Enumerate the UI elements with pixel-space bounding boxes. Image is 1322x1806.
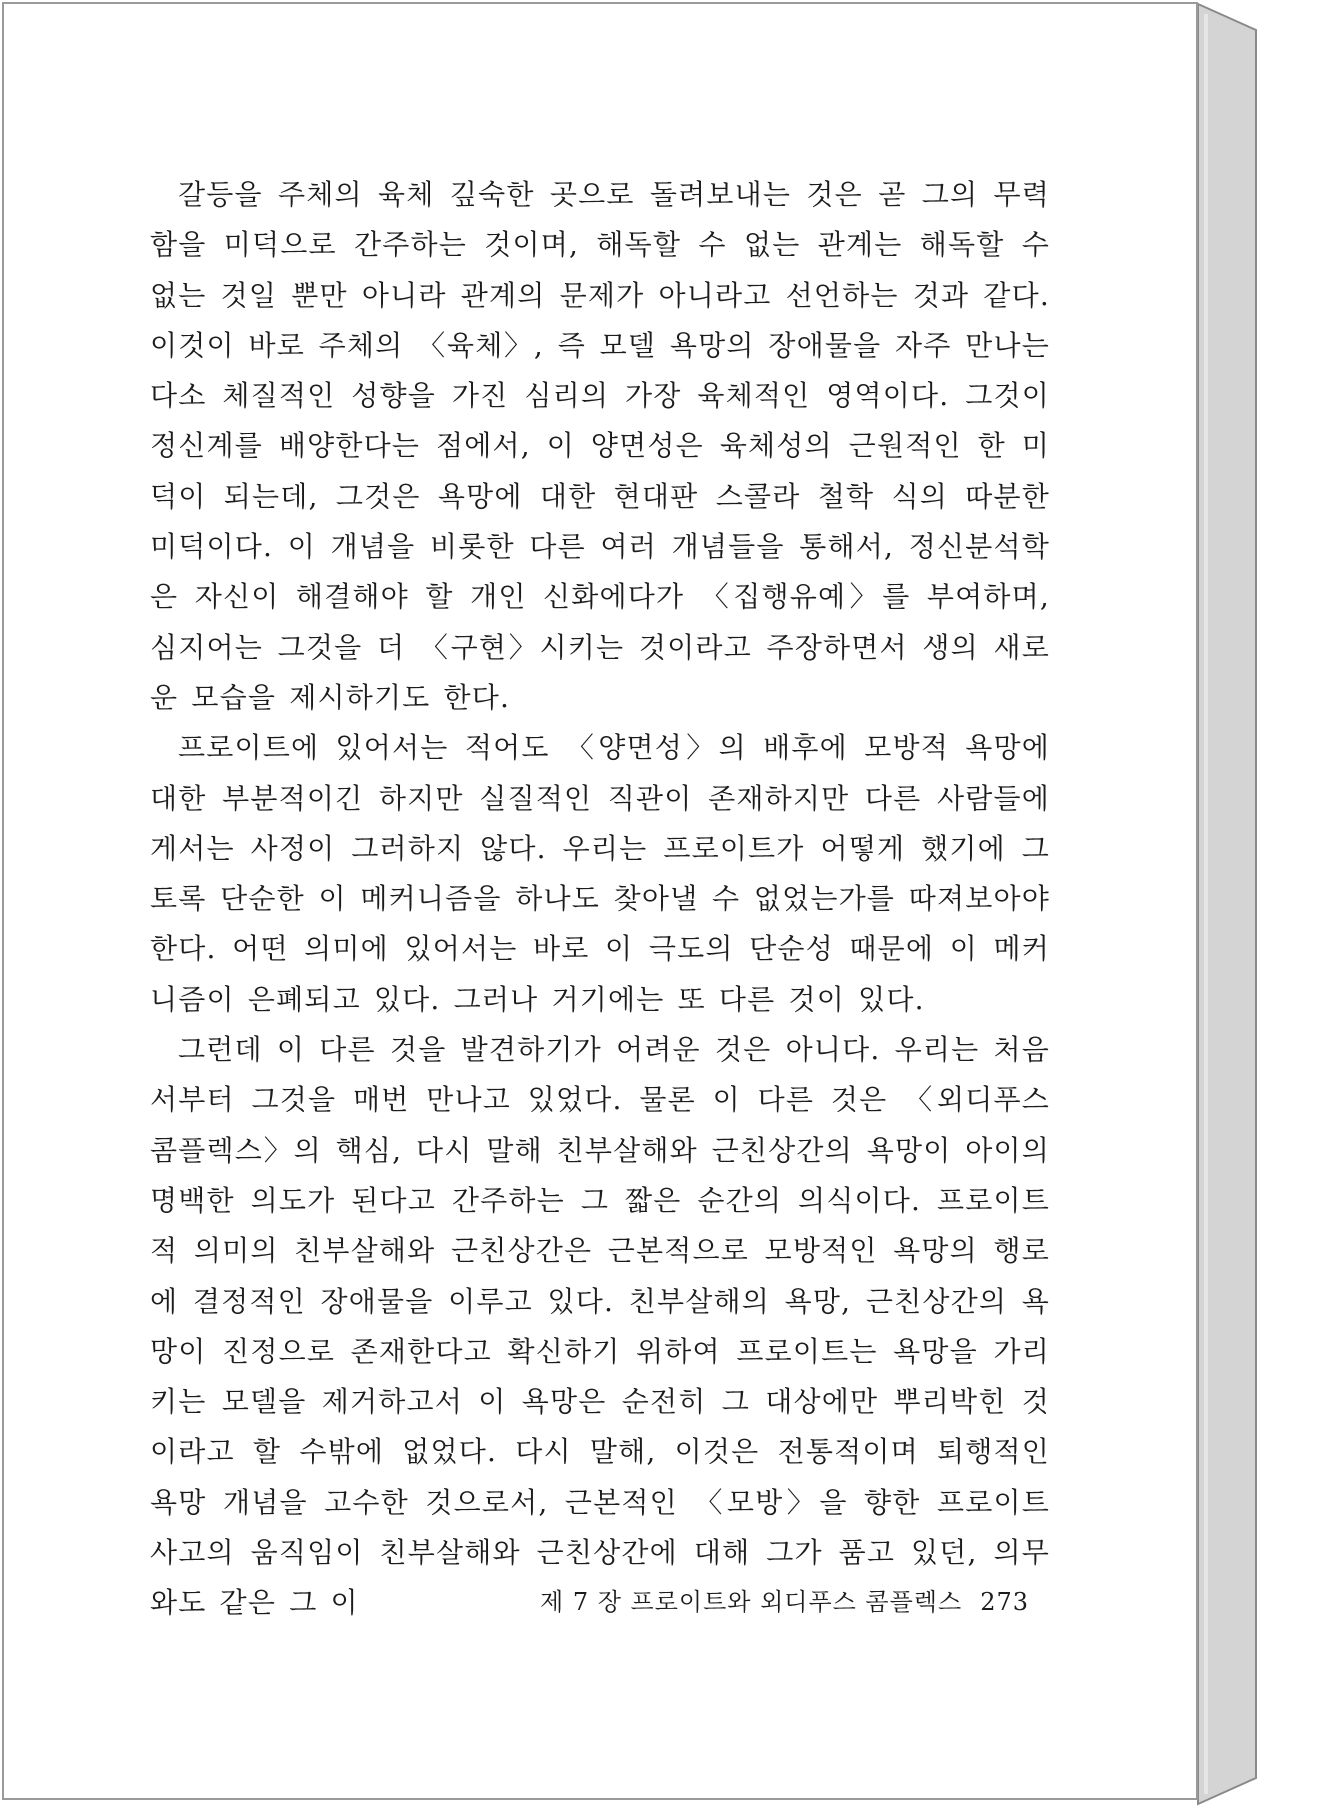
page-number: 273	[980, 1588, 1029, 1616]
paragraph-text: 그런데 이 다른 것을 발견하기가 어려운 것은 아니다. 우리는 처음서부터 그것을 매번 만나고 있었다. 물론 이 다른 것은 〈외디푸스 콤플렉스〉의 핵심, 다시 말해 친부살해와 근친상간의 욕망이 아이의 명백한 의도가 된다고 간주하는 그 짧은 순간의 의식이다. 프로이트적 의미의 친부살해와 근친상간은 근본적으로 모방적인 욕망의 행로에 결정적인 장애물을 이루고 있다. 친부살해의 욕망, 근친상간의 욕망이 진정으로 존재한다고 확신하기 위하여 프로이트는 욕망을 가리키는 모델을 제거하고서 이 욕망은 순전히 그 대상에만 뿌리박힌 것이라고 할 수밖에 없었다. 다시 말해, 이것은 전통적이며 퇴행적인 욕망 개념을 고수한 것으로서, 근본적인 〈모방〉을 향한 프로이트 사고의 움직임이 친부살해와 근친상간에 대해 그가 품고 있던, 의무와도 같은 그 이	[150, 1033, 1050, 1620]
body-text	[150, 170, 1050, 1629]
running-footer	[540, 1582, 1029, 1617]
paragraph	[150, 1025, 1050, 1629]
paragraph-text: 프로이트에 있어서는 적어도 〈양면성〉의 배후에 모방적 욕망에 대한 부분적이긴 하지만 실질적인 직관이 존재하지만 다른 사람들에게서는 사정이 그러하지 않다. 우리는 프로이트가 어떻게 했기에 그토록 단순한 이 메커니즘을 하나도 찾아낼 수 없었는가를 따져보아야 한다. 어떤 의미에 있어서는 바로 이 극도의 단순성 때문에 이 메커니즘이 은폐되고 있다. 그러나 거기에는 또 다른 것이 있다.	[150, 731, 1050, 1016]
paragraph-text: 갈등을 주체의 육체 깊숙한 곳으로 돌려보내는 것은 곧 그의 무력함을 미덕으로 간주하는 것이며, 해독할 수 없는 관계는 해독할 수 없는 것일 뿐만 아니라 관계의 문제가 아니라고 선언하는 것과 같다. 이것이 바로 주체의 〈육체〉, 즉 모델 욕망의 장애물을 자주 만나는 다소 체질적인 성향을 가진 심리의 가장 육체적인 영역이다. 그것이 정신계를 배양한다는 점에서, 이 양면성은 육체성의 근원적인 한 미덕이 되는데, 그것은 욕망에 대한 현대판 스콜라 철학 식의 따분한 미덕이다. 이 개념을 비롯한 다른 여러 개념들을 통해서, 정신분석학은 자신이 해결해야 할 개인 신화에다가 〈집행유예〉를 부여하며, 심지어는 그것을 더 〈구현〉시키는 것이라고 주장하면서 생의 새로운 모습을 제시하기도 한다.	[150, 178, 1050, 714]
chapter-title: 제 7 장 프로이트와 외디푸스 콤플렉스	[540, 1588, 963, 1616]
paragraph	[150, 723, 1050, 1025]
paragraph	[150, 170, 1050, 723]
